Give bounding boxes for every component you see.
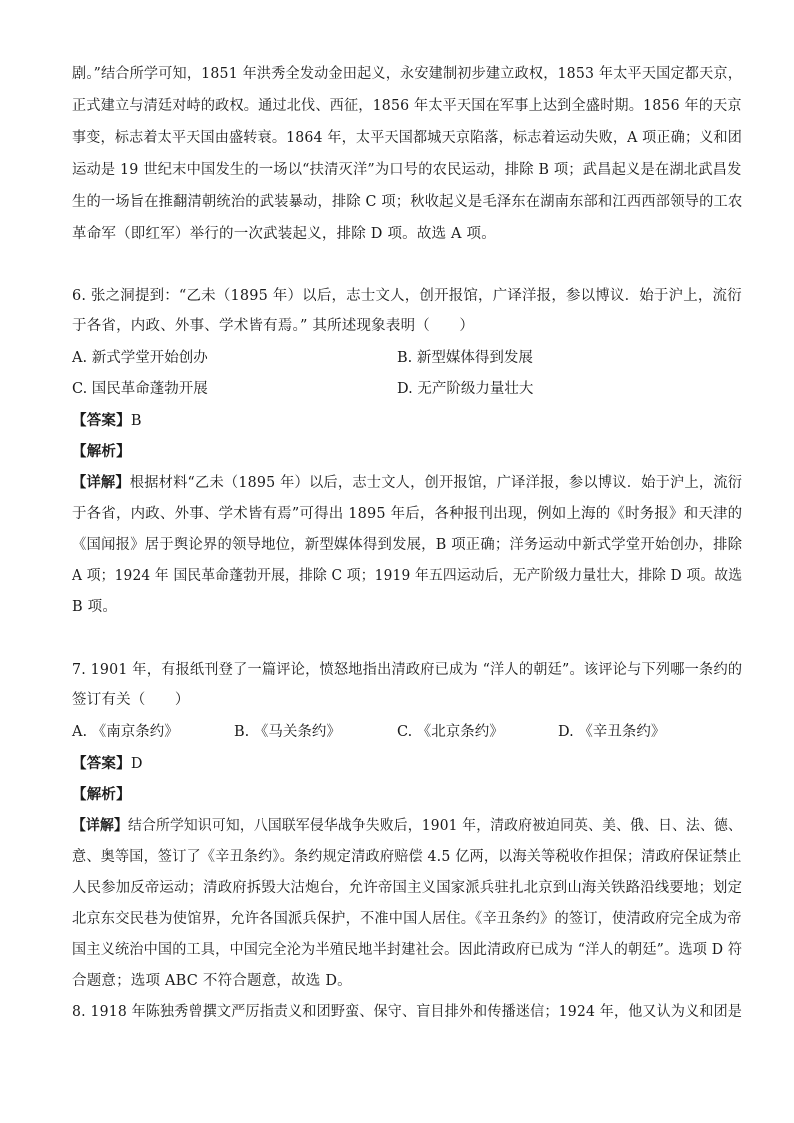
q6-detail-line: 《国闻报》居于舆论界的领导地位，新型媒体得到发展，B 项正确；洋务运动中新式学堂开始创办，排除 xyxy=(72,537,743,553)
q6-answer xyxy=(72,411,742,431)
continuation-line: 事变，标志着太平天国由盛转衰。1864 年，太平天国都城天京陷落，标志着运动失败，A 项正确；义和团 xyxy=(72,130,743,146)
continuation-line: 生的一场旨在推翻清朝统治的武装暴动，排除 C 项；秋收起义是毛泽东在湖南东部和江西西部领导的工农 xyxy=(72,194,743,210)
q7-stem-line: 7. 1901 年，有报纸刊登了一篇评论，愤怒地指出清政府已成为 “洋人的朝廷”。该评论与下列哪一条约的 xyxy=(72,662,743,678)
answer-value: B xyxy=(130,413,142,429)
q6-analysis-label: 【解析】 xyxy=(72,443,131,460)
q7-analysis-label: 【解析】 xyxy=(72,786,131,803)
q7-answer xyxy=(72,754,742,774)
q7-detail-line: 合题意；选项 ABC 不符合题意，故选 D。 xyxy=(72,973,352,989)
q7-option-a: A. 《南京条约》 xyxy=(72,724,179,740)
q6-detail-line: 于各省，内政、外事、学术皆有焉”可得出 1895 年后，各种报刊出现，例如上海的《时务报》和天津的 xyxy=(72,506,743,522)
detail-label: 【详解】 xyxy=(72,474,130,491)
q6-stem-line: 于各省，内政、外事、学术皆有焉。” 其所述现象表明（ ） xyxy=(72,318,475,334)
q7-detail-line: 人民参加反帝运动；清政府拆毁大沽炮台，允许帝国主义国家派兵驻扎北京到山海关铁路沿线要地；划定 xyxy=(72,880,743,896)
continuation-line: 革命军（即红军）举行的一次武装起义，排除 D 项。故选 A 项。 xyxy=(72,226,496,242)
q7-option-d: D. 《辛丑条约》 xyxy=(558,724,666,740)
detail-text: 结合所学知识可知，八国联军侵华战争失败后，1901 年，清政府被迫同英、美、俄、日、法、德、 xyxy=(127,818,743,834)
answer-value: D xyxy=(130,756,143,772)
continuation-line: 剧。”结合所学可知，1851 年洪秀全发动金田起义，永安建制初步建立政权，1853 年太平天国定都天京， xyxy=(72,66,743,82)
answer-label: 【答案】 xyxy=(72,412,131,429)
q7-detail-line: 意、奥等国，签订了《辛丑条约》。条约规定清政府赔偿 4.5 亿两，以海关等税收作担保；清政府保证禁止 xyxy=(72,849,742,865)
q7-detail-line xyxy=(72,816,743,836)
q6-option-a: A. 新式学堂开始创办 xyxy=(72,350,208,366)
continuation-line: 运动是 19 世纪末中国发生的一场以“扶清灭洋”为口号的农民运动，排除 B 项；武昌起义是在湖北武昌发 xyxy=(72,162,742,178)
q6-option-d: D. 无产阶级力量壮大 xyxy=(397,381,534,397)
continuation-line: 正式建立与清廷对峙的政权。通过北伐、西征，1856 年太平天国在军事上达到全盛时期。1856 年的天京 xyxy=(72,98,742,114)
q6-stem-line: 6. 张之洞提到：“乙未（1895 年）以后，志士文人，创开报馆，广译洋报，参以博议．始于沪上，流衍 xyxy=(72,288,742,304)
answer-label: 【答案】 xyxy=(72,755,131,772)
q7-detail-line: 北京东交民巷为使馆界，允许各国派兵保护，不准中国人居住。《辛丑条约》的签订，使清政府完全成为帝 xyxy=(72,911,742,927)
q6-detail-line: A 项；1924 年 国民革命蓬勃开展，排除 C 项；1919 年五四运动后，无产阶级力量壮大，排除 D 项。故选 xyxy=(72,568,743,584)
q6-detail-line: B 项。 xyxy=(72,599,118,615)
q7-option-b: B. 《马关条约》 xyxy=(234,724,341,740)
q6-detail-line xyxy=(72,473,743,493)
q6-option-c: C. 国民革命蓬勃开展 xyxy=(72,381,208,397)
detail-label: 【详解】 xyxy=(72,817,128,834)
q7-option-c: C. 《北京条约》 xyxy=(397,724,504,740)
q6-option-b: B. 新型媒体得到发展 xyxy=(397,350,533,366)
q7-detail-line: 国主义统治中国的工具，中国完全沦为半殖民地半封建社会。因此清政府已成为 “洋人的朝廷”。选项 D 符 xyxy=(72,942,743,958)
q8-stem-line: 8. 1918 年陈独秀曾撰文严厉指责义和团野蛮、保守、盲目排外和传播迷信；1924 年，他又认为义和团是 xyxy=(72,1004,743,1020)
detail-text: 根据材料“乙未（1895 年）以后，志士文人，创开报馆，广译洋报，参以博议．始于沪上，流衍 xyxy=(129,475,743,491)
q7-stem-line: 签订有关（ ） xyxy=(72,692,190,708)
